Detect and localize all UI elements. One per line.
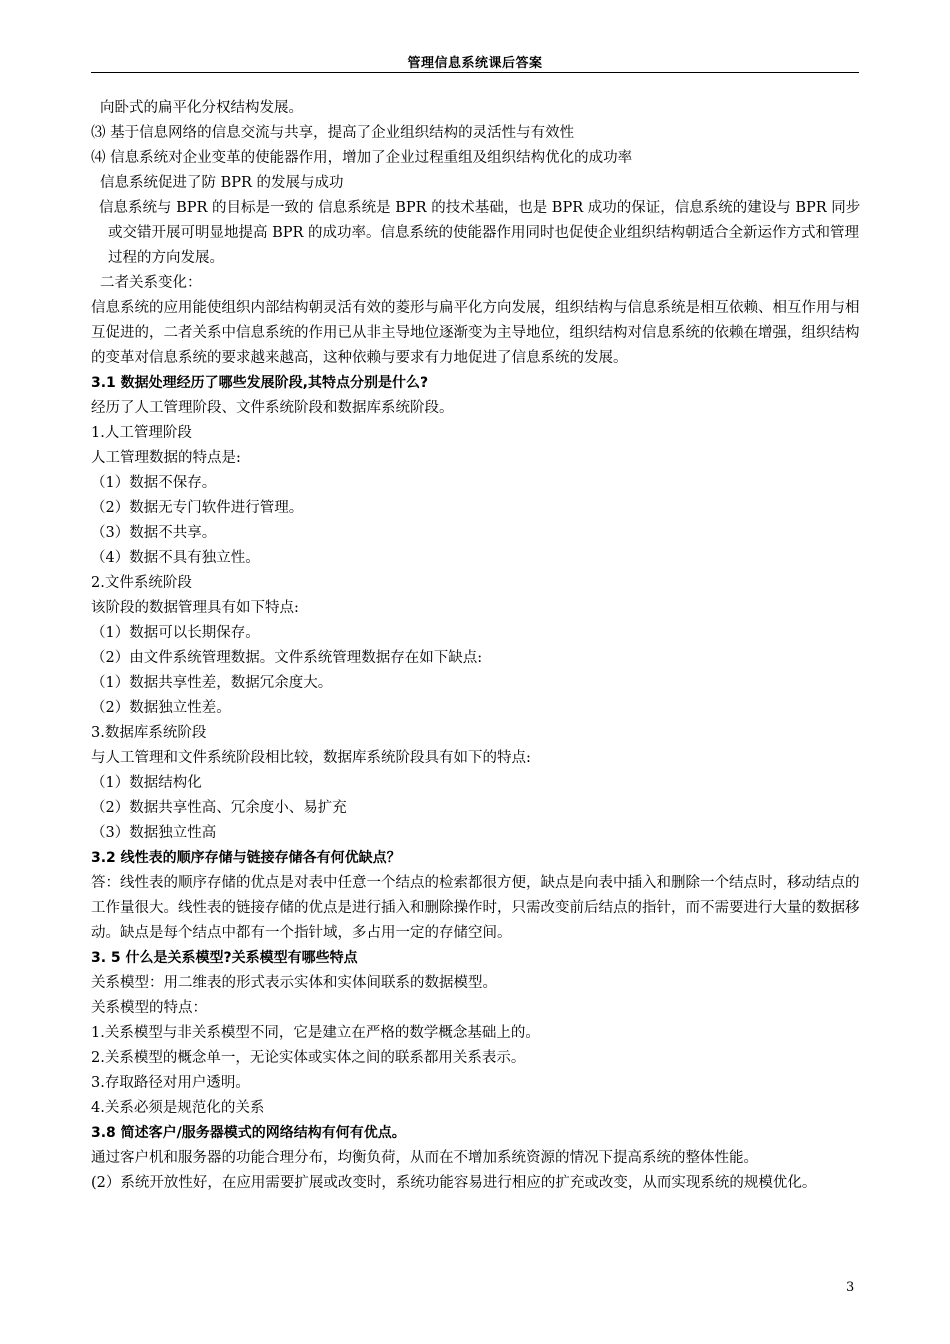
subheading: 2.文件系统阶段 xyxy=(91,575,192,591)
header-rule xyxy=(91,72,859,73)
subheading: 3.数据库系统阶段 xyxy=(91,725,207,741)
paragraph: 关系模型的特点： xyxy=(91,1000,207,1016)
paragraph: 通过客户机和服务器的功能合理分布，均衡负荷，从而在不增加系统资源的情况下提高系统的整体性能。 xyxy=(91,1150,758,1166)
list-item: （3）数据独立性高 xyxy=(91,825,217,841)
section-heading: 3.2 线性表的顺序存储与链接存储各有何优缺点？ xyxy=(91,850,401,866)
paragraph: 向卧式的扁平化分权结构发展。 xyxy=(100,100,303,116)
paragraph: 信息系统促进了防 BPR 的发展与成功 xyxy=(100,175,344,191)
paragraph: ⑷ 信息系统对企业变革的使能器作用，增加了企业过程重组及组织结构优化的成功率 xyxy=(91,150,633,166)
paragraph: 答：线性表的顺序存储的优点是对表中任意一个结点的检索都很方便，缺点是向表中插入和删除一个结点时，移动结点的工作量很大。线性表的链接存储的优点是进行插入和删除操作时，只需改变前后结点的指针，而不需要进行大量的数据移动。缺点是每个结点中都有一个指针域，多占用一定的存储空间。 xyxy=(91,875,860,941)
paragraph: 与人工管理和文件系统阶段相比较，数据库系统阶段具有如下的特点: xyxy=(91,750,531,766)
list-item: （2）由文件系统管理数据。文件系统管理数据存在如下缺点: xyxy=(91,650,483,666)
list-item: 3.存取路径对用户透明。 xyxy=(91,1075,250,1091)
list-item: 2.关系模型的概念单一，无论实体或实体之间的联系都用关系表示。 xyxy=(91,1050,526,1066)
list-item: （4）数据不具有独立性。 xyxy=(91,550,260,566)
list-item: （1）数据可以长期保存。 xyxy=(91,625,260,641)
subheading: 1.人工管理阶段 xyxy=(91,425,192,441)
list-item: 4.关系必须是规范化的关系 xyxy=(91,1100,265,1116)
list-item: （1）数据结构化 xyxy=(91,775,202,791)
paragraph: 经历了人工管理阶段、文件系统阶段和数据库系统阶段。 xyxy=(91,400,454,416)
paragraph: (2）系统开放性好，在应用需要扩展或改变时，系统功能容易进行相应的扩充或改变，从而实现系统的规模优化。 xyxy=(91,1175,817,1191)
section-heading: 3.8 简述客户/服务器模式的网络结构有何有优点。 xyxy=(91,1125,406,1141)
paragraph: 关系模型：用二维表的形式表示实体和实体间联系的数据模型。 xyxy=(91,975,497,991)
section-heading: 3.1 数据处理经历了哪些发展阶段,其特点分别是什么? xyxy=(91,375,429,391)
page-number: 3 xyxy=(846,1280,855,1295)
list-item: （1）数据共享性差，数据冗余度大。 xyxy=(91,675,333,691)
list-item: （2）数据共享性高、冗余度小、易扩充 xyxy=(91,800,347,816)
paragraph: ⑶ 基于信息网络的信息交流与共享，提高了企业组织结构的灵活性与有效性 xyxy=(91,125,575,141)
paragraph: 信息系统与 BPR 的目标是一致的 信息系统是 BPR 的技术基础，也是 BPR 成功的保证，信息系统的建设与 BPR 同步或交错开展可明显地提高 BPR 的成功率。信息系统的使能器作用同时也促使企业组织结构朝适合全新运作方式和管理过程的方向发展。 xyxy=(99,200,861,266)
paragraph: 该阶段的数据管理具有如下特点: xyxy=(91,600,299,616)
page-header-title: 管理信息系统课后答案 xyxy=(407,56,543,71)
list-item: （1）数据不保存。 xyxy=(91,475,217,491)
document-body xyxy=(91,96,861,1196)
section-heading: 3. 5 什么是关系模型?关系模型有哪些特点 xyxy=(91,950,358,966)
paragraph: 二者关系变化： xyxy=(100,275,202,291)
list-item: （3）数据不共享。 xyxy=(91,525,217,541)
list-item: 1.关系模型与非关系模型不同，它是建立在严格的数学概念基础上的。 xyxy=(91,1025,540,1041)
list-item: （2）数据独立性差。 xyxy=(91,700,231,716)
paragraph: 人工管理数据的特点是: xyxy=(91,450,241,466)
list-item: （2）数据无专门软件进行管理。 xyxy=(91,500,304,516)
paragraph: 信息系统的应用能使组织内部结构朝灵活有效的菱形与扁平化方向发展，组织结构与信息系统是相互依赖、相互作用与相互促进的，二者关系中信息系统的作用已从非主导地位逐渐变为主导地位，组织结构对信息系统的依赖在增强，组织结构的变革对信息系统的要求越来越高，这种依赖与要求有力地促进了信息系统的发展。 xyxy=(91,300,860,366)
